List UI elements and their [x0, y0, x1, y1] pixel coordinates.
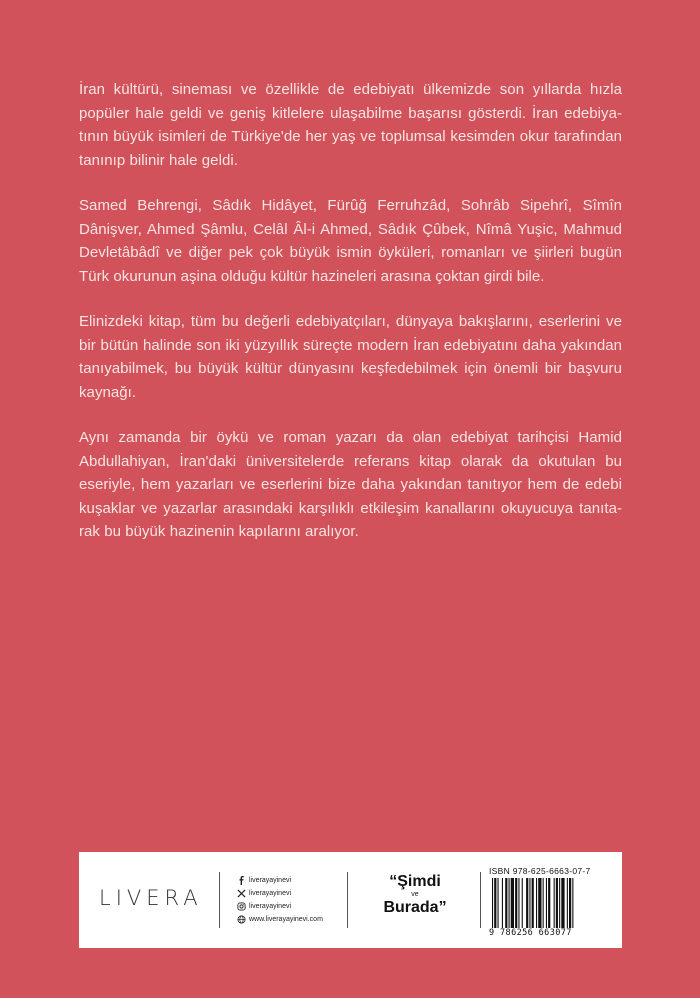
- barcode-bar: [522, 878, 523, 928]
- divider: [347, 872, 348, 928]
- social-row-website[interactable]: [237, 913, 323, 926]
- barcode-bar: [569, 878, 571, 928]
- slogan-bottom: Burada”: [383, 899, 447, 916]
- barcode-digits: 9 786256 663077: [489, 928, 572, 938]
- slogan-mid: ve: [411, 891, 419, 898]
- social-text: www.liverayayinevi.com: [249, 916, 323, 923]
- social-row-x[interactable]: [237, 887, 323, 900]
- barcode-bar: [498, 878, 499, 928]
- barcode-bar: [546, 878, 547, 928]
- slogan-top: “Şimdi: [389, 873, 441, 890]
- social-row-facebook[interactable]: [237, 874, 323, 887]
- isbn-label: ISBN 978-625-6663-07-7: [489, 866, 591, 876]
- barcode-bar: [572, 878, 573, 928]
- barcode-bar: [543, 878, 544, 928]
- barcode-bar: [515, 878, 517, 928]
- barcode-bar: [559, 878, 560, 928]
- barcode-bar: [567, 878, 568, 928]
- barcode-bar: [529, 878, 530, 928]
- barcode-bar: [526, 878, 528, 928]
- barcode-bar: [502, 878, 503, 928]
- paragraph-1: İran kültürü, sineması ve özellikle de edebiyatı ülkemizde son yıllarda hızla popüler hale geldi ve geniş kitlelere ulaşabilme başarısı gösterdi. İran edebiyatının büyük isimleri de Türkiye'de her yaş ve toplumsal kesimden okur tarafından tanınıp bilinir hale geldi.: [79, 81, 622, 169]
- barcode-bar: [509, 878, 510, 928]
- barcode-bar: [536, 878, 537, 928]
- footer-bar: [79, 852, 622, 948]
- facebook-icon: [237, 876, 246, 885]
- barcode-bar: [561, 878, 564, 928]
- publisher-logo: LIVERA: [99, 886, 203, 910]
- social-text: liverayayinevi: [249, 890, 292, 897]
- barcode-bar: [554, 878, 555, 928]
- paragraph-2: Samed Behrengi, Sâdık Hidâyet, Fürûğ Ferruhzâd, Sohrâb Sipehrî, Sîmîn Dânişver, Ahmed Şâmlu, Celâl Âl-i Ahmed, Sâdık Çûbek, Nîmâ Yuşic, Mahmud Devletâbâdî ve diğer pek çok büyük ismin öyküleri, romanları ve şiirleri bugün Türk okurunun aşina olduğu kültür hazineleri arasına çoktan girdi bile.: [79, 197, 622, 285]
- divider: [219, 872, 220, 928]
- barcode-bar: [538, 878, 541, 928]
- social-text: liverayayinevi: [249, 903, 292, 910]
- barcode-bar: [511, 878, 514, 928]
- barcode-bar: [532, 878, 534, 928]
- social-row-instagram[interactable]: [237, 900, 323, 913]
- barcode: [490, 878, 614, 928]
- paragraph-4: Aynı zamanda bir öykü ve roman yazarı da olan edebiyat tarihçisi Hamid Abdullahiyan, İran'daki üniversitelerde referans kitap olarak da okutulan bu eseriyle, hem yazarları ve eserlerini bize daha yakından tanıtıyor hem de edebi kuşaklar ve yazarlar arasındaki karşılıklı etkileşim kanallarını okuyucuya tanıtarak bu büyük hazinenin kapılarını aralıyor.: [79, 429, 622, 540]
- divider: [480, 872, 481, 928]
- social-links: [237, 874, 323, 926]
- globe-icon: [237, 915, 246, 924]
- barcode-bar: [548, 878, 550, 928]
- barcode-bar: [518, 878, 519, 928]
- barcode-bar: [494, 878, 496, 928]
- slogan: [369, 874, 461, 916]
- back-cover-text: [79, 78, 622, 566]
- social-text: liverayayinevi: [249, 877, 292, 884]
- barcode-bar: [505, 878, 507, 928]
- paragraph-3: Elinizdeki kitap, tüm bu değerli edebiyatçıları, dünyaya bakışlarını, eserlerini ve bir bütün halinde son iki yüzyıllık süreçte modern İran edebiyatını daha yakından tanıyabilmek, bu büyük kültür dünyasını keşfedebilmek için önemli bir başvuru kaynağı.: [79, 313, 622, 401]
- barcode-bar: [492, 878, 493, 928]
- x-icon: [237, 889, 246, 898]
- barcode-bar: [556, 878, 558, 928]
- instagram-icon: [237, 902, 246, 911]
